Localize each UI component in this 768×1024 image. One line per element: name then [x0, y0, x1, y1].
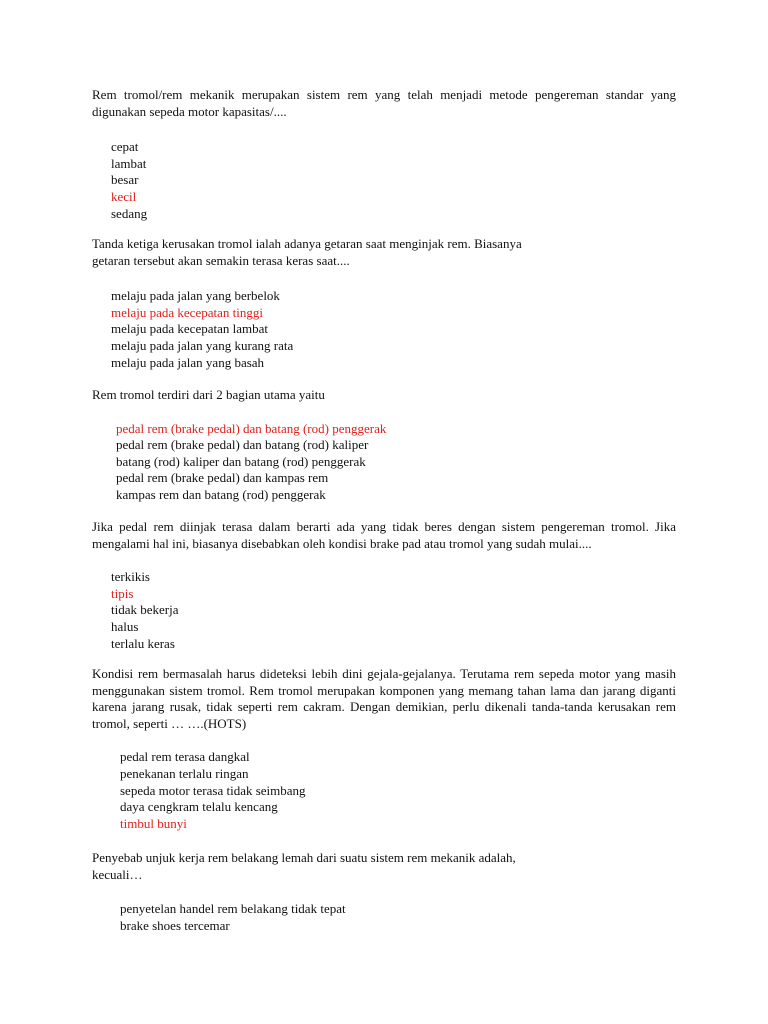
option: pedal rem (brake pedal) dan kampas rem: [116, 470, 329, 486]
option: daya cengkram telalu kencang: [120, 799, 278, 815]
option: penekanan terlalu ringan: [120, 765, 249, 781]
question-2: [92, 236, 676, 371]
option: melaju pada kecepatan lambat: [111, 321, 269, 337]
option: sepeda motor terasa tidak seimbang: [120, 782, 306, 798]
option: tipis: [111, 585, 134, 601]
option: batang (rod) kaliper dan batang (rod) penggerak: [116, 453, 366, 469]
question-3: [92, 387, 676, 504]
question-stem: Rem tromol/rem mekanik merupakan sistem rem yang telah menjadi metode pengereman standar yang digunakan sepeda motor kapasitas/....: [92, 87, 676, 119]
option: pedal rem terasa dangkal: [120, 749, 250, 765]
option: penyetelan handel rem belakang tidak tepat: [120, 901, 346, 917]
question-stem: Jika pedal rem diinjak terasa dalam berarti ada yang tidak beres dengan sistem pengereman tromol. Jika mengalami hal ini, biasanya disebabkan oleh kondisi brake pad atau tromol yang sudah mulai....: [92, 519, 676, 551]
question-stem: Kondisi rem bermasalah harus dideteksi lebih dini gejala-gejalanya. Terutama rem sepeda motor yang masih menggunakan sistem tromol. Rem tromol merupakan komponen yang memang tahan lama dan jarang diganti karena jarang rusak, tidak seperti rem cakram. Dengan demikian, perlu dikenali tanda-tanda kerusakan rem tromol, seperti … ….(HOTS): [92, 666, 676, 731]
option: pedal rem (brake pedal) dan batang (rod) kaliper: [116, 437, 369, 453]
option: melaju pada jalan yang basah: [111, 354, 265, 370]
question-stem-line: Penyebab unjuk kerja rem belakang lemah dari suatu sistem rem mekanik adalah,: [92, 850, 516, 865]
question-4: [92, 519, 676, 652]
option-list: [92, 421, 676, 504]
option-list: [92, 139, 676, 222]
option: besar: [111, 172, 139, 188]
option-list: [92, 749, 676, 832]
option-list: [92, 901, 676, 934]
option: melaju pada kecepatan tinggi: [111, 304, 263, 320]
option: brake shoes tercemar: [120, 917, 230, 933]
question-stem: [92, 236, 676, 269]
option: timbul bunyi: [120, 815, 187, 831]
option-list: [92, 288, 676, 371]
option: sedang: [111, 205, 148, 221]
option: terlalu keras: [111, 635, 175, 651]
question-stem: Rem tromol terdiri dari 2 bagian utama yaitu: [92, 387, 325, 402]
option: terkikis: [111, 569, 150, 585]
option: melaju pada jalan yang berbelok: [111, 288, 280, 304]
option: kecil: [111, 188, 137, 204]
option: cepat: [111, 139, 139, 155]
question-stem-line: kecuali…: [92, 866, 143, 882]
option: melaju pada jalan yang kurang rata: [111, 337, 294, 353]
option: tidak bekerja: [111, 602, 179, 618]
question-stem-line: getaran tersebut akan semakin terasa keras saat....: [92, 252, 350, 268]
question-6: [92, 850, 676, 934]
option-list: [92, 569, 676, 652]
question-stem-line: Tanda ketiga kerusakan tromol ialah adanya getaran saat menginjak rem. Biasanya: [92, 236, 522, 251]
option: halus: [111, 618, 139, 634]
question-5: [92, 666, 676, 832]
option: pedal rem (brake pedal) dan batang (rod) penggerak: [116, 420, 387, 436]
question-stem: [92, 850, 676, 883]
question-1: [92, 87, 676, 222]
option: lambat: [111, 155, 147, 171]
option: kampas rem dan batang (rod) penggerak: [116, 486, 326, 502]
